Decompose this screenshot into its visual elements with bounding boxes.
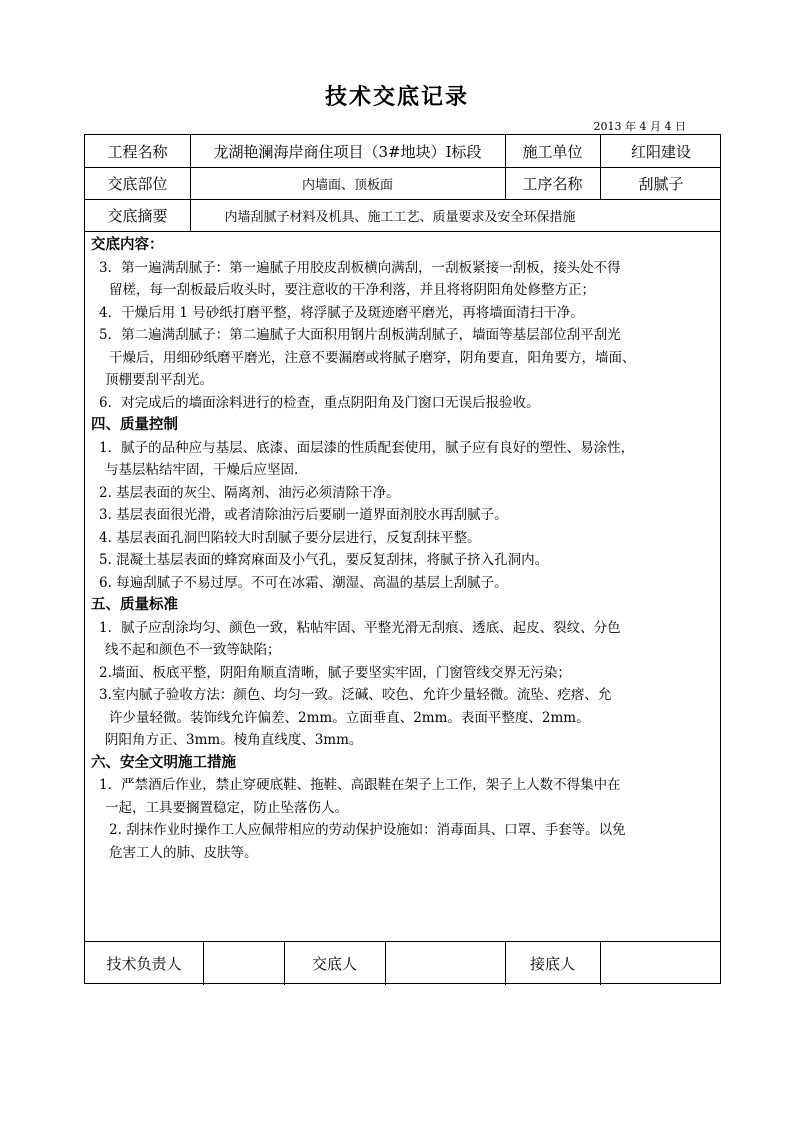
construction-unit-label: 施工单位 [522, 142, 583, 161]
content-line: 留槎，每一刮板最后收头时，要注意收的干净利落，并且将将阴阳角处修整方正； [109, 282, 595, 298]
quality-control-heading: 四、质量控制 [91, 416, 178, 433]
record-table [84, 134, 721, 984]
content-line: 4. 基层表面孔洞凹陷较大时刮腻子要分层进行，反复刮抹平整。 [99, 529, 481, 546]
content-line: 2. 刮抹作业时操作工人应佩带相应的劳动保护设施如：消毒面具、口罩、手套等。以免 [109, 822, 626, 838]
record-date: 2013 年 4 月 4 日 [593, 120, 686, 133]
content-line: 3．第一遍满刮腻子：第一遍腻子用胶皮刮板横向满刮，一刮板紧接一刮板，接头处不得 [99, 259, 621, 276]
page-title: 技术交底记录 [324, 84, 469, 110]
content-heading: 交底内容： [91, 236, 164, 253]
content-line: 2. 基层表面的灰尘、隔离剂、油污必须清除干净。 [99, 484, 400, 501]
discloser-signature [385, 941, 505, 985]
content-line: 与基层粘结牢固，干燥后应坚固. [105, 462, 299, 478]
project-name-label: 工程名称 [107, 142, 168, 161]
content-line: 5. 混凝土基层表面的蜂窝麻面及小气孔，要反复刮抹，将腻子挤入孔洞内。 [99, 552, 549, 568]
project-name-value: 龙湖艳澜海岸商住项目（3#地块）Ⅰ标段 [213, 142, 482, 161]
content-line: 线不起和颜色不一致等缺陷； [105, 642, 281, 658]
safety-heading: 六、安全文明施工措施 [91, 753, 236, 771]
content-line: 许少量轻微。装饰线允许偏差、2mm。立面垂直、2mm。表面平整度、2mm。 [109, 709, 590, 726]
disclosure-content [91, 235, 717, 864]
content-line: 1．腻子的品种应与基层、底漆、面层漆的性质配套使用，腻子应有良好的塑性、易涂性， [99, 439, 635, 456]
receiver-label: 接底人 [529, 954, 575, 973]
content-line: 3.室内腻子验收方法：颜色、均匀一致。泛碱、咬色、允许少量轻微。流坠、疙瘩、允 [99, 687, 612, 703]
tech-lead-label: 技术负责人 [106, 954, 182, 973]
content-line: 顶棚要刮平刮光。 [105, 372, 213, 388]
summary-value: 内墙刮腻子材料及机具、施工工艺、质量要求及安全环保措施 [224, 209, 576, 225]
content-line: 4．干燥后用 1 号砂纸打磨平整，将浮腻子及斑迹磨平磨光，再将墙面清扫干净。 [99, 304, 584, 321]
disclosure-part-label: 交底部位 [107, 174, 168, 193]
row-divider [85, 231, 720, 232]
disclosure-part-value: 内墙面、顶板面 [301, 177, 393, 193]
content-line: 3. 基层表面很光滑，或者清除油污后要刷一道界面剂胶水再刮腻子。 [99, 507, 508, 523]
content-line: 1．严禁酒后作业，禁止穿硬底鞋、拖鞋、高跟鞋在架子上工作，架子上人数不得集中在 [99, 777, 621, 793]
process-name-label: 工序名称 [522, 174, 583, 193]
tech-lead-signature [203, 941, 284, 985]
content-line: 5．第二遍满刮腻子：第二遍腻子大面积用钢片刮板满刮腻子，墙面等基层部位刮平刮光 [99, 327, 621, 343]
content-line: 危害工人的肺、皮肤等。 [109, 844, 258, 861]
summary-label: 交底摘要 [107, 206, 168, 225]
content-line: 2.墙面、板底平整，阴阳角顺直清晰，腻子要坚实牢固，门窗管线交界无污染； [99, 664, 571, 681]
quality-standard-heading: 五、质量标准 [91, 596, 178, 613]
discloser-label: 交底人 [311, 954, 357, 973]
construction-unit-value: 红阳建设 [630, 142, 691, 161]
receiver-signature [600, 941, 722, 985]
process-name-value: 刮腻子 [638, 174, 684, 193]
content-line: 6．对完成后的墙面涂料进行的检查，重点阴阳角及门窗口无误后报验收。 [99, 394, 540, 411]
content-line: 干燥后，用细砂纸磨平磨光，注意不要漏磨或将腻子磨穿，阴角要直，阳角要方，墙面、 [109, 349, 636, 366]
content-line: 一起，工具要搁置稳定，防止坠落伤人。 [105, 799, 348, 816]
content-line: 6. 每遍刮腻子不易过厚。不可在冰霜、潮湿、高温的基层上刮腻子。 [99, 574, 508, 591]
content-line: 阴阳角方正、3mm。棱角直线度、3mm。 [105, 732, 363, 748]
content-line: 1．腻子应刮涂均匀、颜色一致，粘帖牢固、平整光滑无刮痕、透底、起皮、裂纹、分色 [99, 619, 621, 636]
